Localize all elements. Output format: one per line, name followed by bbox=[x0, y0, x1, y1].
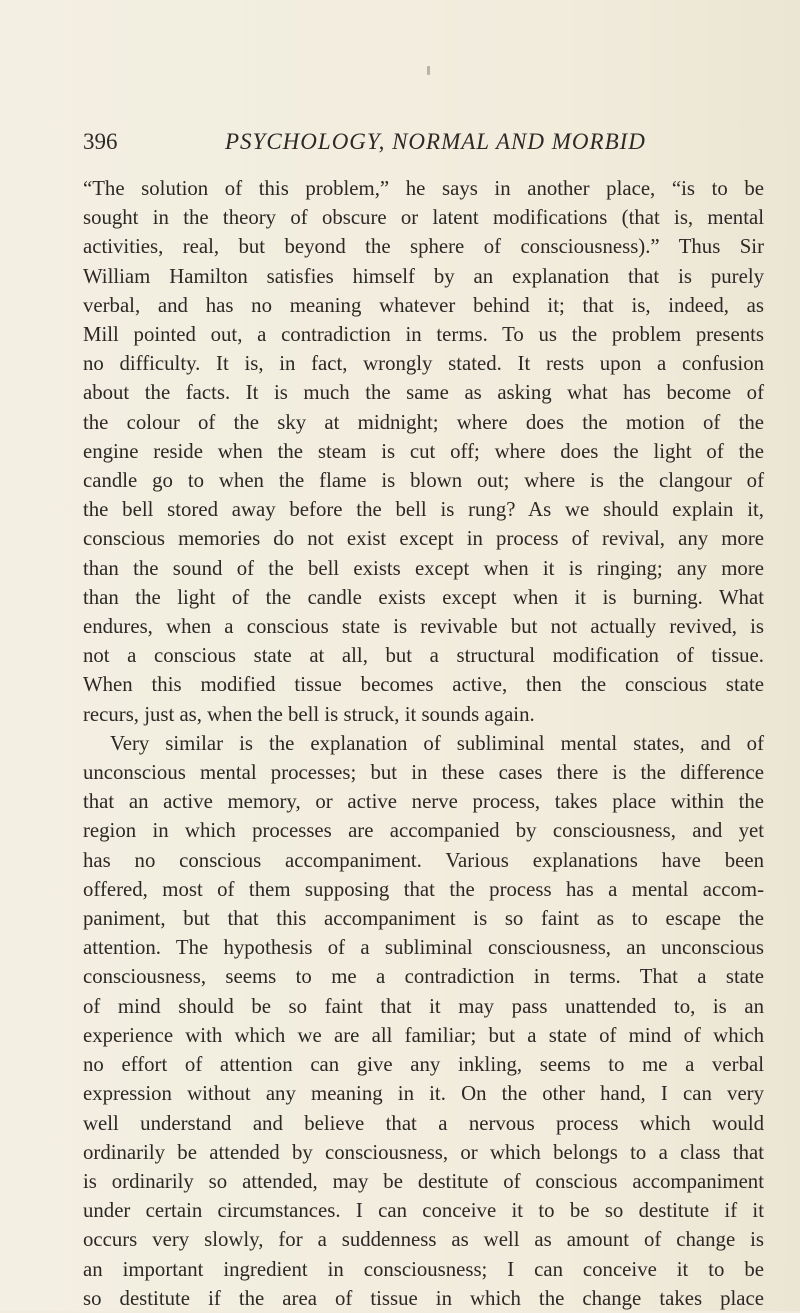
text-line: candle go to when the flame is blown out; where is the clangour of bbox=[83, 469, 764, 493]
text-line: consciousness, seems to me a contradiction in terms. That a state bbox=[83, 965, 764, 989]
ink-speck bbox=[427, 66, 430, 75]
body-text bbox=[83, 174, 764, 1313]
running-title: PSYCHOLOGY, NORMAL AND MORBID bbox=[225, 129, 646, 154]
text-line: ordinarily be attended by consciousness, or which belongs to a class that bbox=[83, 1140, 764, 1164]
text-line: not a conscious state at all, but a structural modification of tissue. bbox=[83, 644, 764, 668]
text-line: an important ingredient in consciousness; I can conceive it to be bbox=[83, 1257, 764, 1281]
page-header bbox=[83, 128, 763, 162]
text-line: sought in the theory of obscure or latent modifications (that is, mental bbox=[83, 206, 764, 230]
text-line: When this modified tissue becomes active, then the conscious state bbox=[83, 673, 764, 697]
text-line: endures, when a conscious state is revivable but not actually revived, is bbox=[83, 615, 764, 639]
text-line: occurs very slowly, for a suddenness as well as amount of change is bbox=[83, 1228, 764, 1252]
text-line: unconscious mental processes; but in these cases there is the difference bbox=[83, 761, 764, 785]
text-line: attention. The hypothesis of a subliminal consciousness, an unconscious bbox=[83, 936, 764, 960]
text-line: the bell stored away before the bell is rung? As we should explain it, bbox=[83, 498, 764, 522]
text-line: well understand and believe that a nervous process which would bbox=[83, 1111, 764, 1135]
text-line: that an active memory, or active nerve process, takes place within the bbox=[83, 790, 764, 814]
text-line: Very similar is the explanation of subliminal mental states, and of bbox=[110, 731, 764, 755]
text-line: conscious memories do not exist except in process of revival, any more bbox=[83, 527, 764, 551]
text-line: than the light of the candle exists except when it is burning. What bbox=[83, 585, 764, 609]
text-line: no effort of attention can give any inkling, seems to me a verbal bbox=[83, 1053, 764, 1077]
text-line: recurs, just as, when the bell is struck, it sounds again. bbox=[83, 702, 535, 726]
text-line: verbal, and has no meaning whatever behind it; that is, indeed, as bbox=[83, 293, 764, 317]
text-line: so destitute if the area of tissue in which the change takes place bbox=[83, 1286, 764, 1310]
text-line: than the sound of the bell exists except when it is ringing; any more bbox=[83, 556, 764, 580]
text-line: no difficulty. It is, in fact, wrongly stated. It rests upon a confusion bbox=[83, 352, 764, 376]
text-line: offered, most of them supposing that the process has a mental accom- bbox=[83, 877, 764, 901]
text-line: “The solution of this problem,” he says in another place, “is to be bbox=[83, 177, 764, 200]
text-line: engine reside when the steam is cut off; where does the light of the bbox=[83, 439, 764, 463]
text-line: under certain circumstances. I can conceive it to be so destitute if it bbox=[83, 1199, 764, 1223]
text-line: experience with which we are all familiar; but a state of mind of which bbox=[83, 1023, 764, 1047]
page-number: 396 bbox=[83, 129, 118, 154]
text-line: region in which processes are accompanied by consciousness, and yet bbox=[83, 819, 764, 843]
text-line: has no conscious accompaniment. Various explanations have been bbox=[83, 848, 764, 872]
text-line: William Hamilton satisfies himself by an explanation that is purely bbox=[83, 264, 764, 288]
text-line: activities, real, but beyond the sphere of consciousness).” Thus Sir bbox=[83, 235, 764, 259]
text-line: paniment, but that this accompaniment is so faint as to escape the bbox=[83, 907, 764, 931]
text-line: of mind should be so faint that it may pass unattended to, is an bbox=[83, 994, 764, 1018]
text-line: the colour of the sky at midnight; where does the motion of the bbox=[83, 410, 764, 434]
text-line: is ordinarily so attended, may be destitute of conscious accompaniment bbox=[83, 1169, 764, 1193]
text-line: about the facts. It is much the same as asking what has become of bbox=[83, 381, 764, 405]
text-line: Mill pointed out, a contradiction in terms. To us the problem presents bbox=[83, 323, 764, 347]
text-line: expression without any meaning in it. On the other hand, I can very bbox=[83, 1082, 764, 1106]
